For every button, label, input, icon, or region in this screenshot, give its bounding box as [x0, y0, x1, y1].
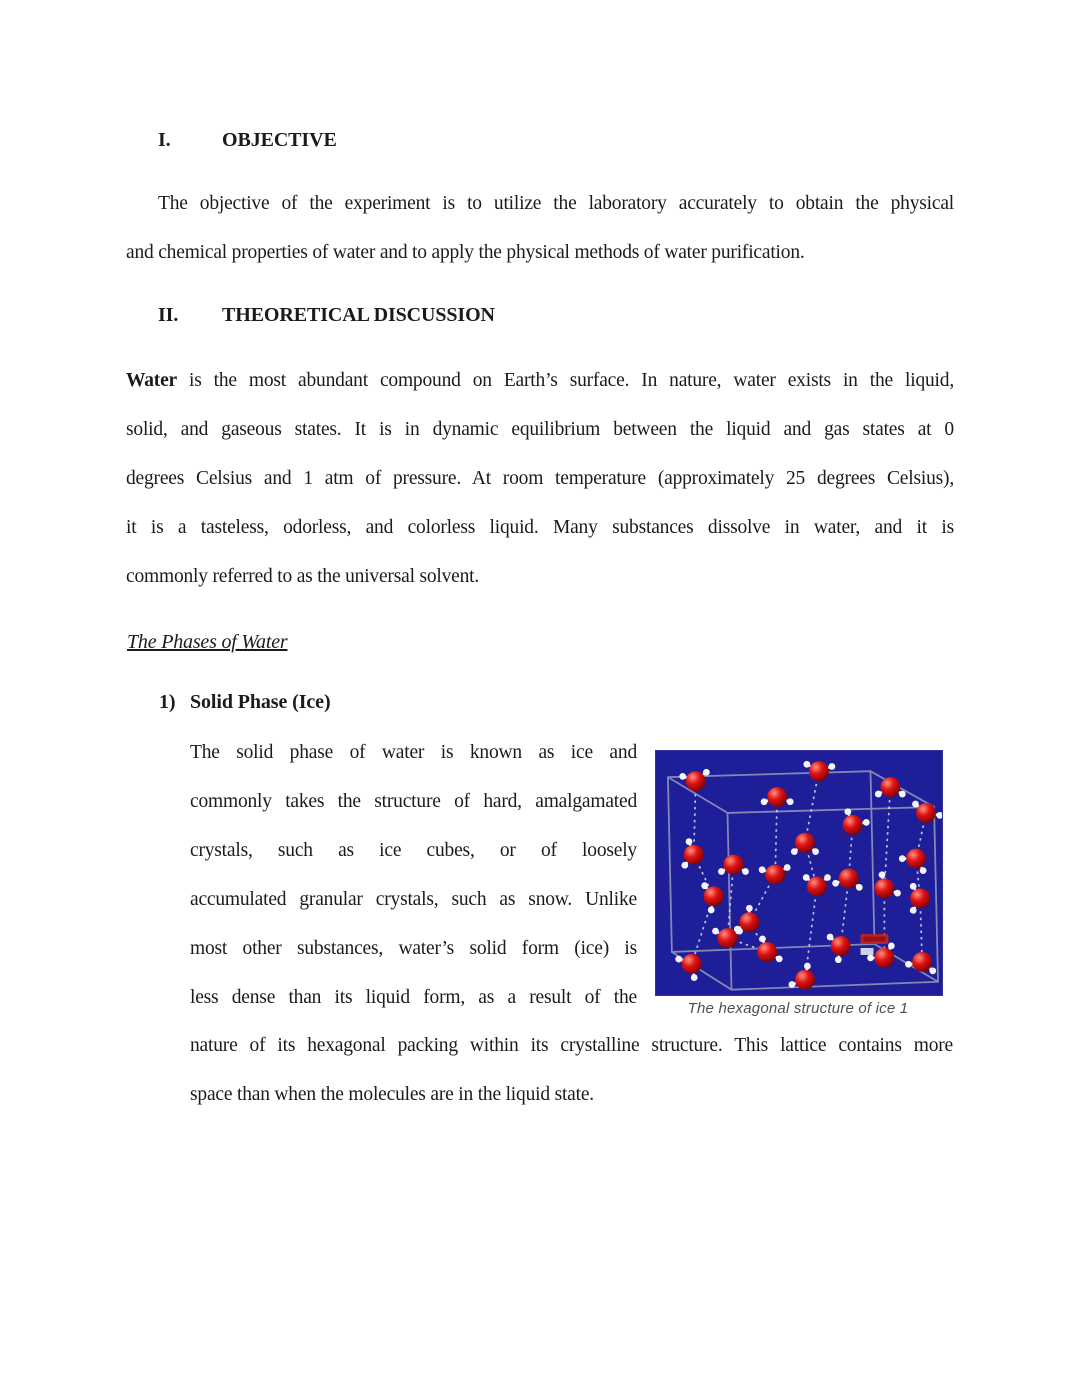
objective-paragraph — [126, 179, 954, 277]
theoretical-paragraph — [126, 356, 954, 601]
section-title: THEORETICAL DISCUSSION — [222, 304, 495, 326]
paragraph-line: accumulated granular crystals, such as snow. Unlike — [190, 889, 637, 910]
list-item-title: Solid Phase (Ice) — [190, 691, 331, 713]
solid-phase-paragraph-wrapped — [190, 728, 637, 1022]
paragraph-line: solid, and gaseous states. It is in dynamic equilibrium between the liquid and gas states at 0 — [126, 419, 954, 440]
paragraph-line: nature of its hexagonal packing within its crystalline structure. This lattice contains more — [190, 1035, 953, 1056]
paragraph-line: crystals, such as ice cubes, or of loosely — [190, 840, 637, 861]
figure-caption: The hexagonal structure of ice 1 — [687, 1000, 909, 1017]
section-heading-theoretical — [158, 291, 858, 340]
solid-phase-paragraph-continued — [190, 1021, 953, 1119]
paragraph-line: less dense than its liquid form, as a result of the — [190, 987, 637, 1008]
list-item-heading-solid-phase — [159, 678, 759, 727]
section-title: OBJECTIVE — [222, 129, 337, 151]
paragraph-line: commonly takes the structure of hard, amalgamated — [190, 791, 637, 812]
paragraph-line: space than when the molecules are in the liquid state. — [190, 1084, 594, 1105]
section-heading-objective — [158, 116, 858, 165]
subsection-heading-phases-of-water: The Phases of Water — [127, 631, 288, 653]
paragraph-line: The solid phase of water is known as ice and — [190, 742, 637, 763]
paragraph-line: The objective of the experiment is to utilize the laboratory accurately to obtain the physical — [158, 193, 954, 214]
ice-lattice-drawing — [656, 751, 942, 995]
paragraph-line: commonly referred to as the universal solvent. — [126, 566, 480, 587]
paragraph-line — [126, 356, 954, 405]
figure-ice-structure-image — [655, 750, 943, 996]
list-item-number: 1) — [159, 691, 176, 713]
paragraph-line: it is a tasteless, odorless, and colorless liquid. Many substances dissolve in water, and it is — [126, 517, 954, 538]
bold-lead-word: Water — [126, 370, 177, 391]
paragraph-line: most other substances, water’s solid form (ice) is — [190, 938, 637, 959]
section-number: II. — [158, 304, 179, 326]
section-number: I. — [158, 129, 171, 151]
paragraph-line-text: is the most abundant compound on Earth’s surface. In nature, water exists in the liquid, — [176, 370, 954, 391]
paragraph-line: degrees Celsius and 1 atm of pressure. At room temperature (approximately 25 degrees Celsius), — [126, 468, 954, 489]
paragraph-line: and chemical properties of water and to apply the physical methods of water purification. — [126, 242, 805, 263]
